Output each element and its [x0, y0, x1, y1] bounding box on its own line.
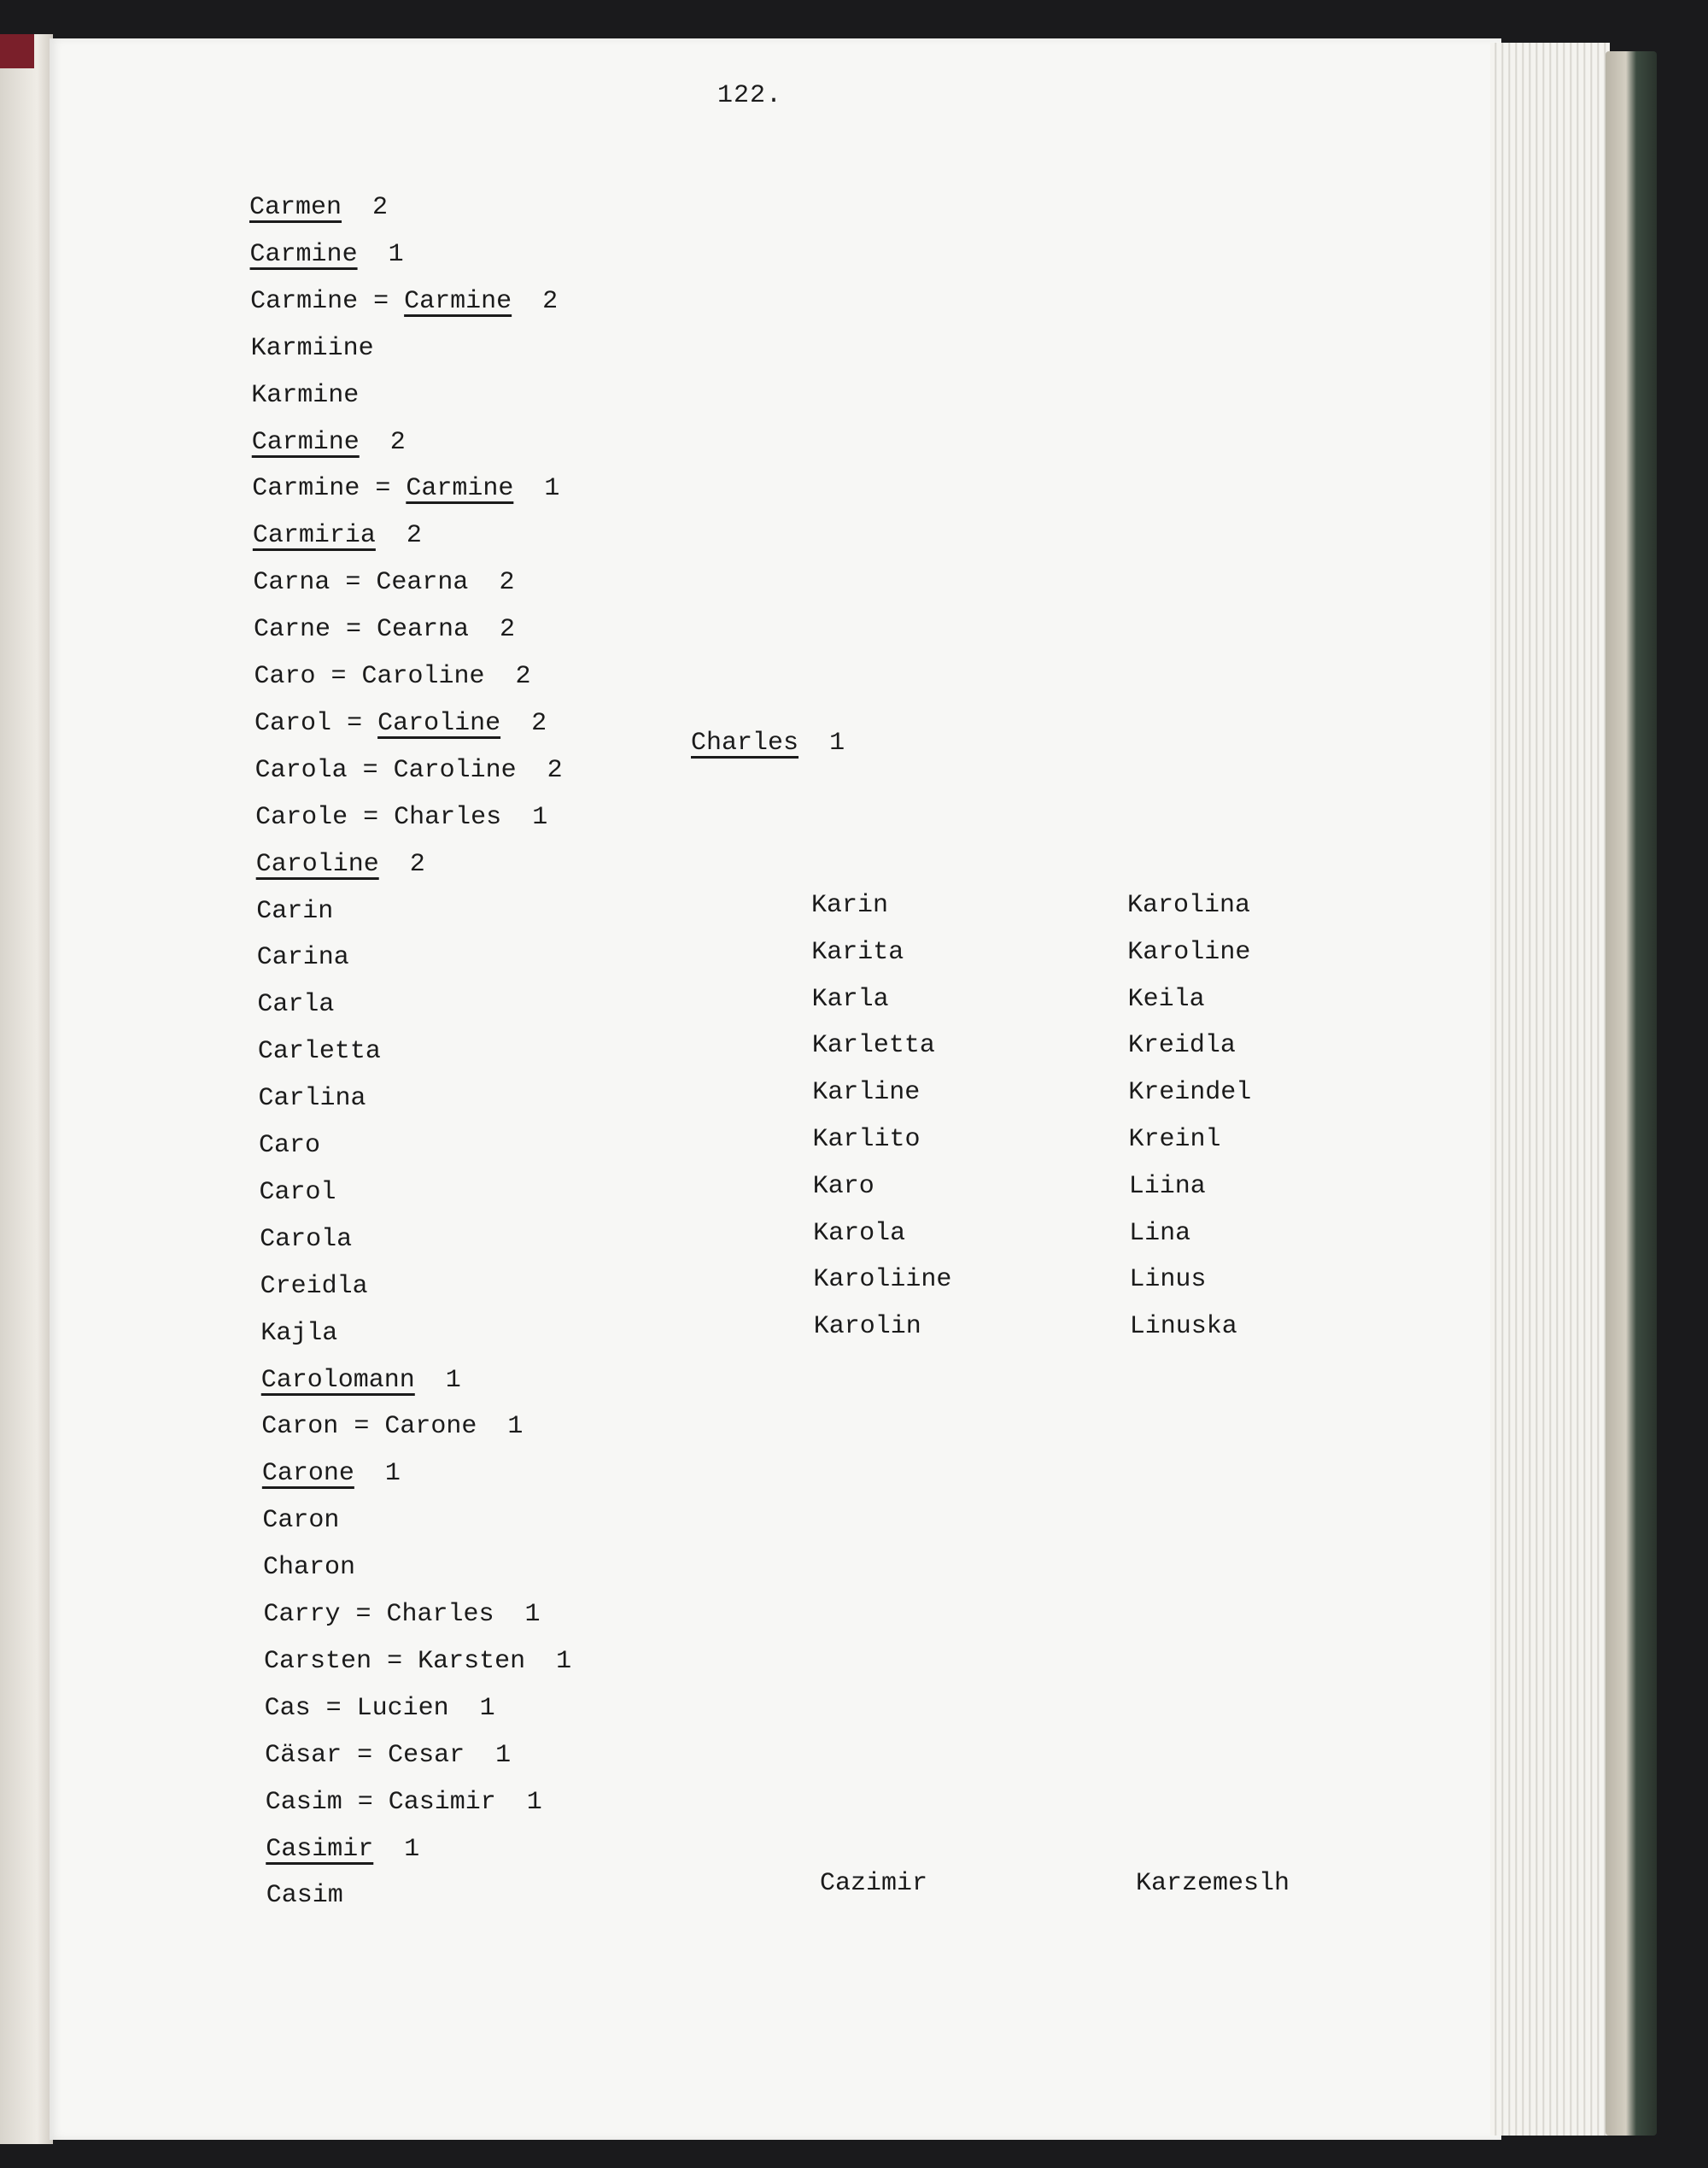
underlined-name: Casimir — [266, 1834, 374, 1864]
entry-text: 2 — [342, 193, 389, 222]
name-entry — [249, 195, 388, 220]
underlined-name: Carmiria — [252, 521, 376, 551]
entry-text: Cäsar = Cesar 1 — [265, 1740, 512, 1770]
name-entry — [256, 896, 334, 926]
column-two-name: Karline — [812, 1078, 921, 1108]
column-three-name: Keila — [1127, 984, 1205, 1014]
entry-text: 2 — [512, 286, 559, 316]
column-three-name: Linuska — [1129, 1312, 1237, 1342]
charles-count: 1 — [829, 729, 845, 758]
entry-text: 2 — [500, 708, 547, 738]
entry-text: 2 — [359, 427, 406, 457]
underlined-name: Carmine — [404, 286, 512, 316]
column-three-name: Kreidla — [1127, 1031, 1236, 1061]
name-entry — [266, 1834, 420, 1864]
name-entry — [266, 1881, 343, 1911]
entry-text: Carol — [259, 1177, 336, 1207]
column-two-name: Karola — [813, 1218, 906, 1248]
entry-text: Caron = Carone 1 — [261, 1412, 524, 1442]
name-entry — [264, 1602, 541, 1627]
entry-text: Carol = — [254, 708, 378, 738]
name-entry — [262, 1553, 355, 1583]
name-entry — [252, 521, 422, 551]
entry-text: Carletta — [257, 1037, 381, 1067]
name-entry — [253, 568, 515, 598]
cazimir-variant: Cazimir — [820, 1869, 928, 1898]
entry-text: 1 — [354, 1459, 401, 1489]
entry-text: Carmine = — [252, 474, 407, 504]
entry-text: Caro = Caroline 2 — [254, 662, 531, 691]
name-entry — [251, 380, 360, 410]
name-entry — [259, 1177, 336, 1207]
column-three-name: Liina — [1128, 1171, 1206, 1201]
name-entry — [265, 1787, 542, 1817]
entry-text: 2 — [378, 849, 425, 879]
entry-text: Karmine — [251, 380, 360, 410]
entry-text: Cas = Lucien 1 — [264, 1693, 495, 1723]
charles-name: Charles — [691, 729, 799, 758]
column-two-name: Karo — [812, 1171, 874, 1201]
underlined-name: Carmine — [406, 474, 514, 504]
name-entry — [254, 755, 563, 785]
name-entry — [261, 1459, 401, 1489]
book-cover-left — [0, 34, 53, 2144]
entry-text: Carole = Charles 1 — [255, 802, 548, 832]
name-entry — [264, 1693, 495, 1723]
name-entry — [262, 1506, 340, 1536]
name-entry — [250, 286, 559, 316]
page-edges — [1490, 43, 1610, 2136]
entry-text: Kajla — [260, 1318, 338, 1348]
entry-text: Casim — [266, 1881, 343, 1911]
entry-text: Carsten = Karsten 1 — [264, 1646, 572, 1676]
entry-text: Karmiine — [250, 333, 374, 363]
column-three-name: Lina — [1129, 1218, 1191, 1248]
entry-text: 1 — [414, 1365, 461, 1395]
column-three-name: Kreinl — [1128, 1125, 1221, 1154]
entry-text: 1 — [373, 1834, 420, 1864]
entry-text: 1 — [357, 239, 404, 269]
name-entry — [252, 474, 560, 504]
column-two-name: Karoliine — [813, 1265, 952, 1295]
entry-text: Creidla — [260, 1271, 368, 1301]
name-entry — [257, 1037, 381, 1067]
name-entry — [260, 1224, 353, 1254]
entry-text: Carola — [260, 1224, 353, 1254]
entry-text: Carmine = — [250, 286, 405, 316]
entry-text: Charon — [262, 1553, 355, 1583]
underlined-name: Caroline — [255, 849, 379, 879]
entry-text: Carina — [256, 943, 349, 973]
entry-text: Carry = Charles 1 — [263, 1600, 541, 1629]
name-entry — [253, 615, 515, 645]
name-entry — [256, 943, 349, 973]
entry-text: Carla — [257, 990, 335, 1020]
column-two-name: Karletta — [811, 1031, 935, 1061]
column-two-name: Karin — [811, 891, 889, 920]
name-entry — [260, 1271, 368, 1301]
charles-entry — [660, 705, 845, 756]
underlined-name: Carolomann — [260, 1365, 415, 1395]
underlined-name: Carmen — [249, 193, 342, 222]
name-entry — [250, 333, 374, 363]
entry-text: Carlina — [258, 1084, 366, 1114]
entry-text: Caron — [262, 1506, 340, 1536]
column-two-name: Karolin — [813, 1312, 921, 1342]
name-entry — [254, 664, 531, 689]
underlined-name: Carone — [261, 1459, 354, 1489]
entry-text: Carin — [256, 896, 334, 926]
column-three-name: Karoline — [1127, 937, 1251, 967]
column-two-name: Karita — [811, 937, 904, 967]
name-entry — [259, 1133, 320, 1158]
column-three-name: Linus — [1129, 1265, 1207, 1295]
entry-text: 1 — [513, 474, 560, 504]
name-entry — [258, 1084, 366, 1114]
column-two-name: Karla — [811, 984, 889, 1014]
entry-text: Casim = Casimir 1 — [265, 1787, 542, 1817]
column-three-name: Kreindel — [1128, 1078, 1252, 1108]
name-entry — [255, 849, 425, 879]
underlined-name: Carmine — [249, 239, 358, 269]
page-number: 122. — [717, 81, 783, 110]
name-entry — [249, 239, 404, 269]
entry-text: Carola = Caroline 2 — [254, 755, 563, 785]
entry-text: 2 — [375, 521, 422, 551]
underlined-name: Caroline — [377, 708, 501, 738]
name-entry — [264, 1646, 572, 1676]
column-two-name: Karlito — [812, 1125, 921, 1154]
karzemeslh-variant: Karzemeslh — [1136, 1869, 1290, 1898]
name-entry — [255, 802, 548, 832]
name-entry — [260, 1318, 338, 1348]
entry-text: Carna = Cearna 2 — [253, 568, 515, 598]
name-entry — [254, 708, 547, 738]
book-cover-right — [1606, 51, 1657, 2136]
entry-text: Caro — [259, 1131, 321, 1160]
entry-text: Carne = Cearna 2 — [253, 615, 515, 645]
column-three-name: Karolina — [1127, 891, 1251, 920]
name-entry — [257, 990, 335, 1020]
name-entry — [251, 427, 406, 457]
name-entry — [265, 1740, 512, 1770]
name-entry — [260, 1365, 461, 1395]
underlined-name: Carmine — [251, 427, 360, 457]
name-entry — [261, 1412, 524, 1442]
